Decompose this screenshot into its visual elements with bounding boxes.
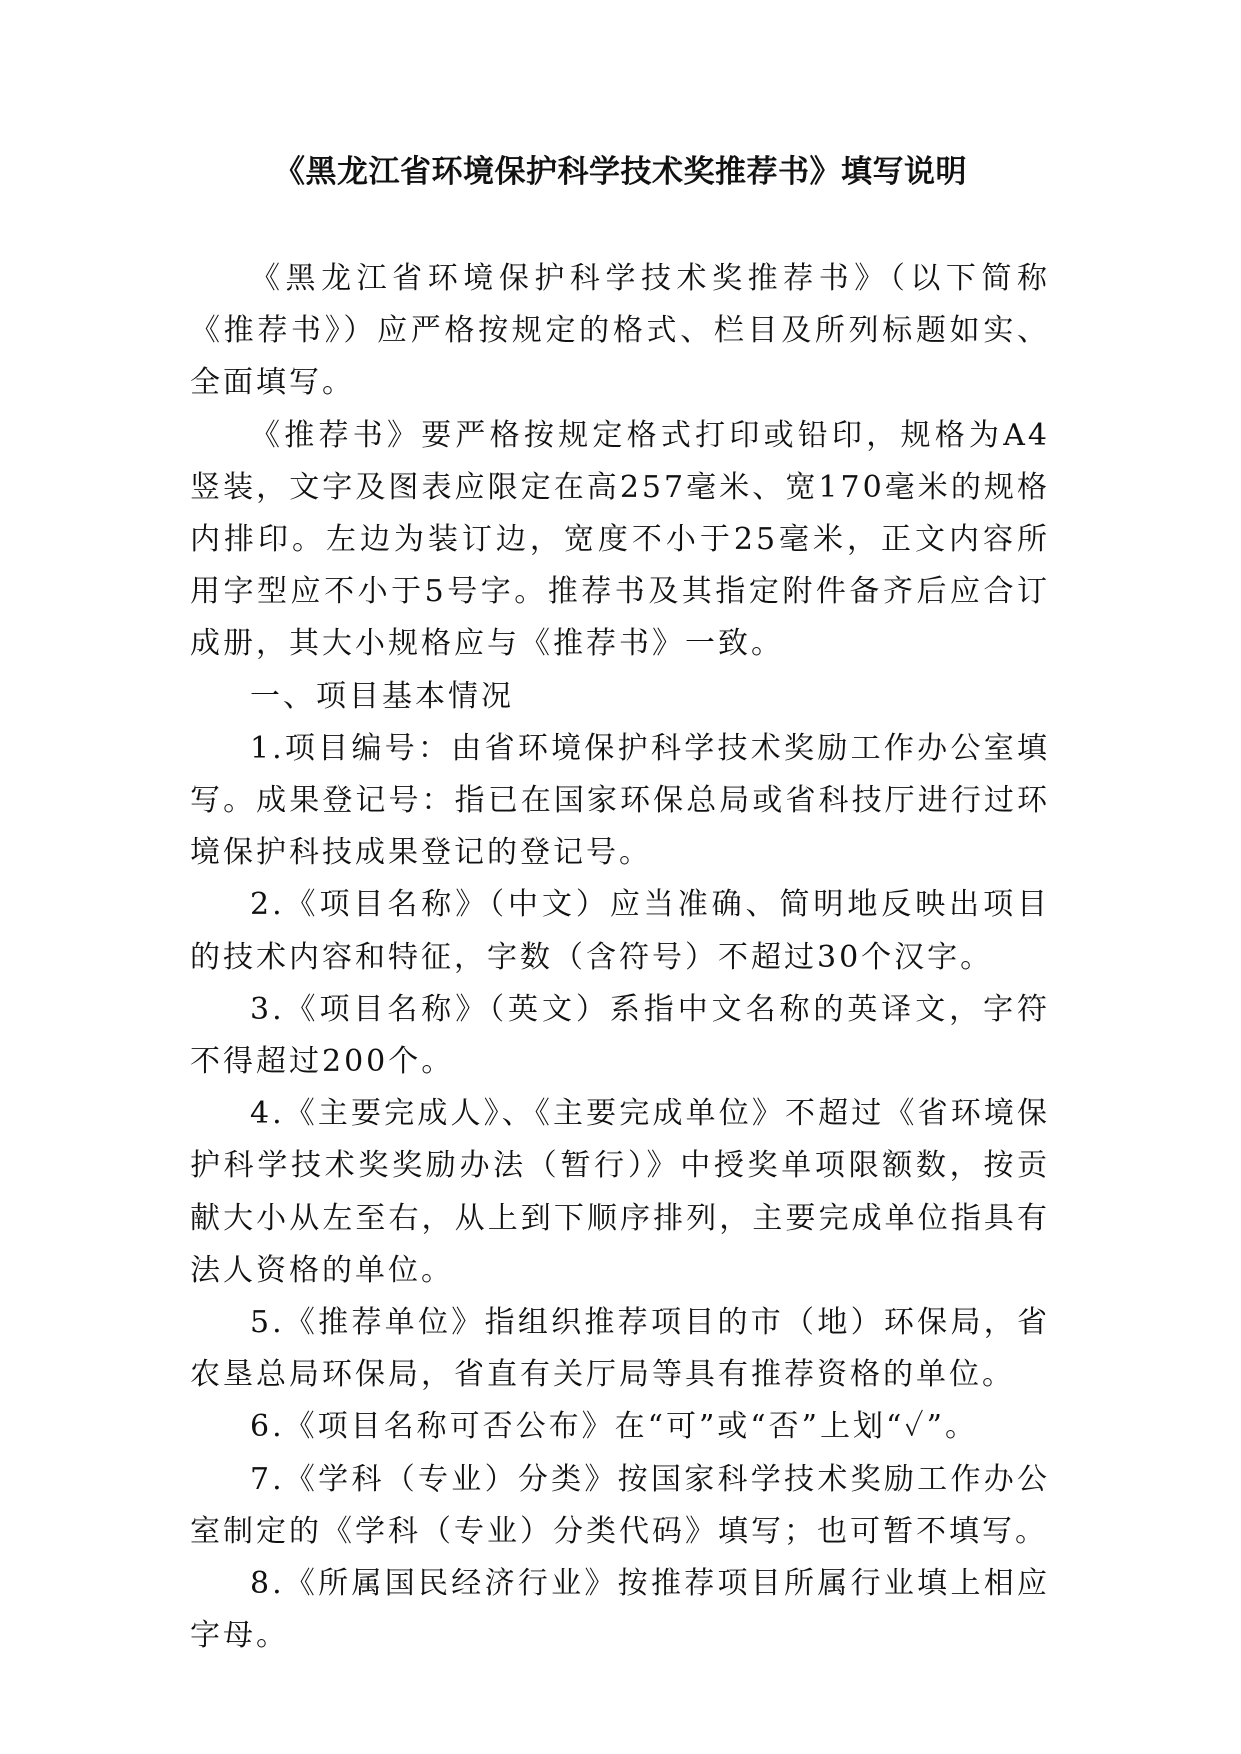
paragraph-format: 《推荐书》要严格按规定格式打印或铅印，规格为A4竖装，文字及图表应限定在高257毫米、宽170毫米的规格内排印。左边为装订边，宽度不小于25毫米，正文内容所用字型应不小于5号字。推荐书及其指定附件备齐后应合订成册，其大小规格应与《推荐书》一致。 (190, 417, 1050, 662)
list-item-6: 6.《项目名称可否公布》在“可”或“否”上划“✓”。 (250, 1409, 978, 1445)
section-heading-basic-info: 一、项目基本情况 (250, 678, 514, 714)
list-item-8: 8.《所属国民经济行业》按推荐项目所属行业填上相应字母。 (190, 1566, 1050, 1654)
list-item-2: 2.《项目名称》（中文）应当准确、简明地反映出项目的技术内容和特征，字数（含符号）不超过30个汉字。 (190, 887, 1050, 975)
list-item-5: 5.《推荐单位》指组织推荐项目的市（地）环保局，省农垦总局环保局，省直有关厅局等具有推荐资格的单位。 (190, 1305, 1050, 1393)
document-body (190, 253, 1050, 1662)
list-item-7: 7.《学科（专业）分类》按国家科学技术奖励工作办公室制定的《学科（专业）分类代码》填写；也可暂不填写。 (190, 1461, 1050, 1549)
paragraph-intro: 《黑龙江省环境保护科学技术奖推荐书》（以下简称《推荐书》）应严格按规定的格式、栏目及所列标题如实、全面填写。 (190, 261, 1050, 401)
list-item-4: 4.《主要完成人》、《主要完成单位》不超过《省环境保护科学技术奖奖励办法（暂行）》中授奖单项限额数，按贡献大小从左至右，从上到下顺序排列，主要完成单位指具有法人资格的单位。 (190, 1096, 1050, 1288)
list-item-3: 3.《项目名称》（英文）系指中文名称的英译文，字符不得超过200个。 (190, 991, 1050, 1080)
document-title: 《黑龙江省环境保护科学技术奖推荐书》填写说明 (274, 154, 967, 190)
list-item-1: 1.项目编号：由省环境保护科学技术奖励工作办公室填写。成果登记号：指已在国家环保总局或省科技厅进行过环境保护科技成果登记的登记号。 (190, 730, 1050, 871)
